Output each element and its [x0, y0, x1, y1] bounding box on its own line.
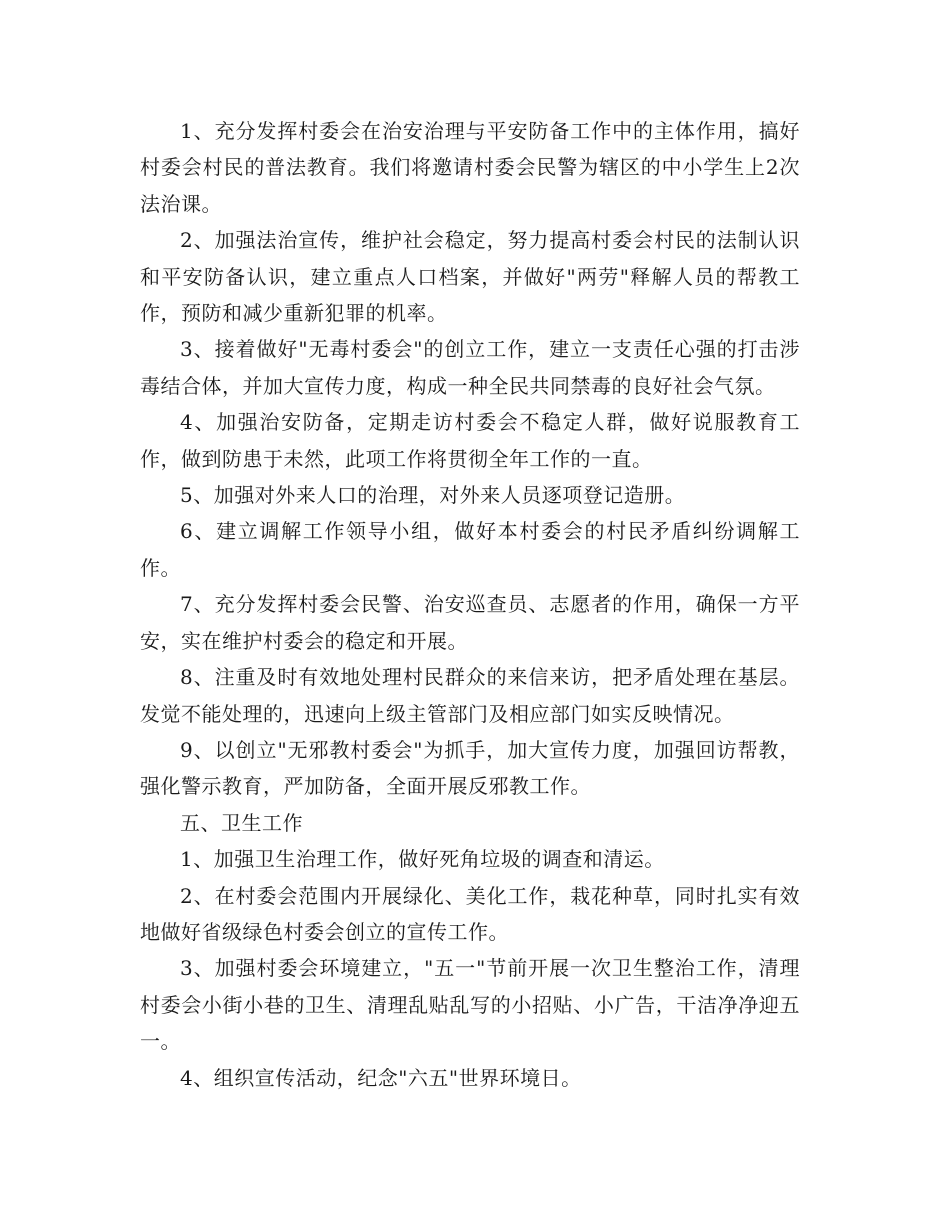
- paragraph-security-7: 7、充分发挥村委会民警、治安巡查员、志愿者的作用，确保一方平安，实在维护村委会的稳定和开展。: [140, 592, 800, 653]
- paragraph-security-5: 5、加强对外来人口的治理，对外来人员逐项登记造册。: [180, 483, 686, 508]
- paragraph-security-4: 4、加强治安防备，定期走访村委会不稳定人群，做好说服教育工作，做到防患于未然，此项工作将贯彻全年工作的一直。: [140, 410, 800, 471]
- paragraph-security-6: 6、建立调解工作领导小组，做好本村委会的村民矛盾纠纷调解工作。: [140, 519, 800, 580]
- paragraph-security-8: 8、注重及时有效地处理村民群众的来信来访，把矛盾处理在基层。发觉不能处理的，迅速向上级主管部门及相应部门如实反映情况。: [140, 665, 800, 726]
- paragraph-security-2: 2、加强法治宣传，维护社会稳定，努力提高村委会村民的法制认识和平安防备认识，建立重点人口档案，并做好"两劳"释解人员的帮教工作，预防和减少重新犯罪的机率。: [140, 228, 800, 326]
- paragraph-security-3: 3、接着做好"无毒村委会"的创立工作，建立一支责任心强的打击涉毒结合体，并加大宣传力度，构成一种全民共同禁毒的良好社会气氛。: [140, 337, 800, 398]
- document-body: [140, 113, 800, 1096]
- paragraph-sanitation-3: 3、加强村委会环境建立，"五一"节前开展一次卫生整治工作，清理村委会小街小巷的卫生、清理乱贴乱写的小招贴、小广告，干洁净净迎五一。: [140, 956, 800, 1054]
- paragraph-sanitation-4: 4、组织宣传活动，纪念"六五"世界环境日。: [180, 1065, 582, 1090]
- paragraph-security-1: 1、充分发挥村委会在治安治理与平安防备工作中的主体作用，搞好村委会村民的普法教育。我们将邀请村委会民警为辖区的中小学生上2次法治课。: [140, 119, 800, 216]
- paragraph-sanitation-1: 1、加强卫生治理工作，做好死角垃圾的调查和清运。: [180, 847, 665, 872]
- paragraph-security-9: 9、以创立"无邪教村委会"为抓手，加大宣传力度，加强回访帮教，强化警示教育，严加防备，全面开展反邪教工作。: [140, 737, 800, 799]
- section-heading-sanitation: 五、卫生工作: [180, 810, 303, 835]
- paragraph-sanitation-2: 2、在村委会范围内开展绿化、美化工作，栽花种草，同时扎实有效地做好省级绿色村委会创立的宣传工作。: [140, 883, 800, 944]
